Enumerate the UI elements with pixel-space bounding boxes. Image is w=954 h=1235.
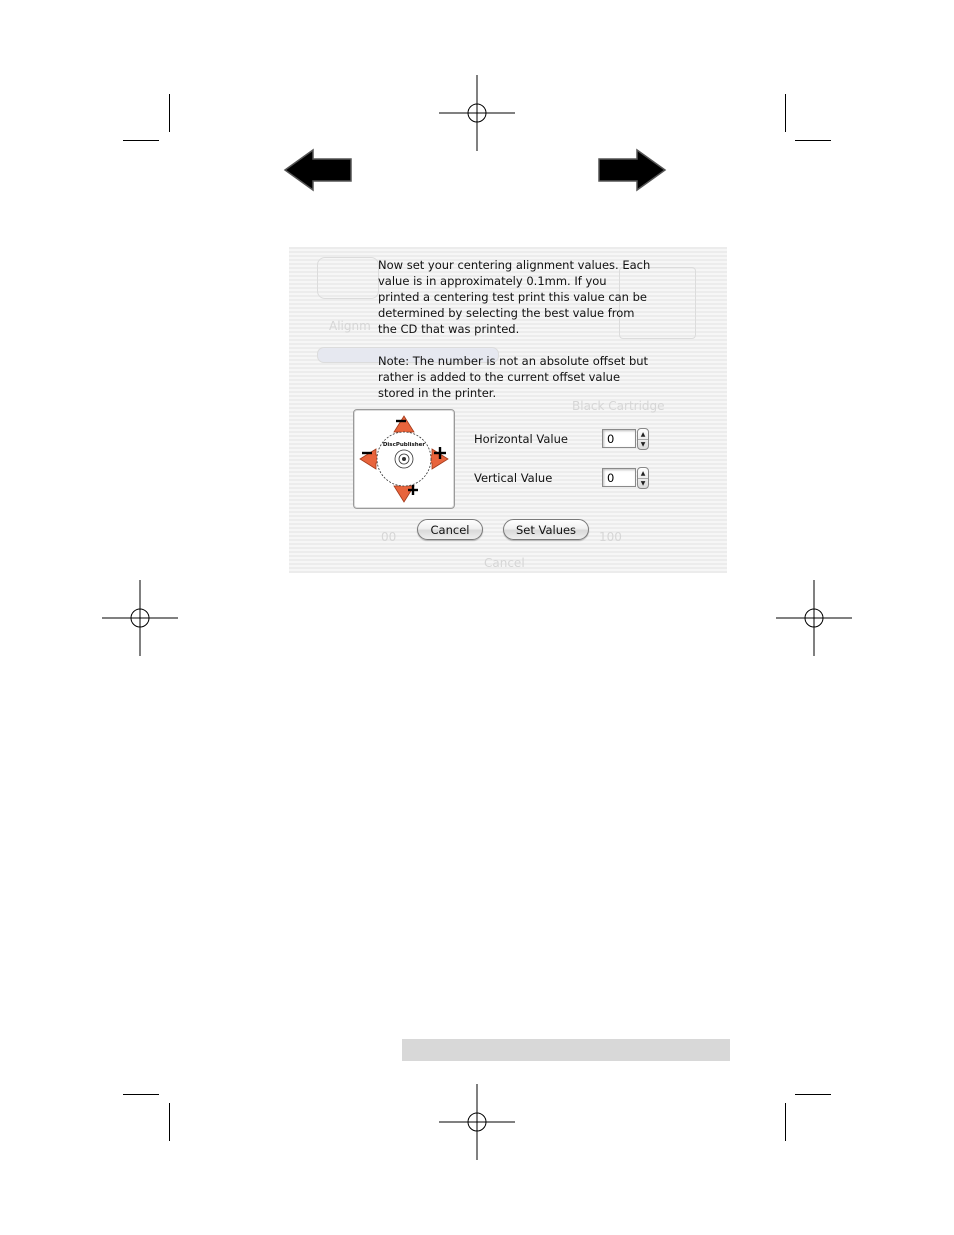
- crop-mark-top-left-horizontal: [123, 140, 159, 141]
- crosshair-icon: [439, 75, 515, 151]
- cd-icon: [354, 410, 454, 508]
- chevron-down-icon[interactable]: ▼: [640, 440, 646, 448]
- crop-mark-bottom-right-horizontal: [795, 1094, 831, 1095]
- background-value-left: 00: [381, 530, 397, 544]
- vertical-value-stepper[interactable]: [637, 467, 649, 489]
- disc-alignment-preview: [353, 409, 455, 509]
- crosshair-icon: [439, 1084, 515, 1160]
- crop-mark-bottom-left-vertical: [169, 1103, 170, 1141]
- crop-mark-bottom-right-vertical: [785, 1103, 786, 1141]
- centering-alignment-dialog: [289, 247, 727, 573]
- chevron-up-icon[interactable]: ▲: [638, 429, 648, 440]
- crop-mark-top-left-vertical: [169, 94, 170, 132]
- set-values-button[interactable]: Set Values: [503, 519, 589, 540]
- background-black-cartridge-label: Black Cartridge: [572, 399, 665, 413]
- horizontal-value-label: Horizontal Value: [474, 432, 568, 446]
- background-window-shape: [317, 257, 379, 299]
- background-alignment-label: Alignm: [329, 319, 371, 333]
- instruction-text: Now set your centering alignment values. Each value is in approximately 0.1mm. If you printed a centering test print this value can be determined by selecting the best value from the CD that was printed. Note: The number is not an absolute offset but rather is added to the current offset value stored in the printer.: [378, 258, 651, 400]
- background-cancel-label: Cancel: [484, 556, 525, 570]
- background-value-right: 100: [599, 530, 622, 544]
- crop-mark-bottom-left-horizontal: [123, 1094, 159, 1095]
- disc-logo-text: DiscPublisher: [382, 442, 426, 448]
- footer-bar: [402, 1039, 730, 1061]
- chevron-up-icon[interactable]: ▲: [638, 468, 648, 479]
- vertical-value-label: Vertical Value: [474, 471, 553, 485]
- vertical-value-input[interactable]: [602, 468, 636, 487]
- crop-mark-top-right-vertical: [785, 94, 786, 132]
- horizontal-value-input[interactable]: [602, 429, 636, 448]
- chevron-down-icon[interactable]: ▼: [640, 479, 646, 487]
- crosshair-icon: [776, 580, 852, 656]
- horizontal-value-stepper[interactable]: [637, 428, 649, 450]
- right-arrow-icon[interactable]: [597, 148, 667, 192]
- crop-mark-top-right-horizontal: [795, 140, 831, 141]
- crosshair-icon: [102, 580, 178, 656]
- cancel-button[interactable]: Cancel: [417, 519, 483, 540]
- left-arrow-icon[interactable]: [283, 148, 353, 192]
